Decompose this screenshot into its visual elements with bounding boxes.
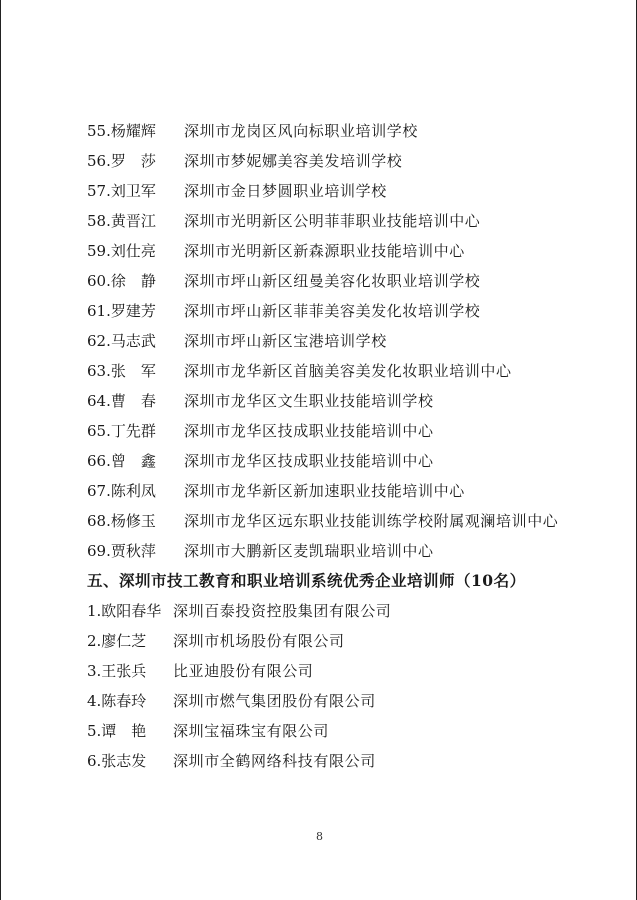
trainer-organization: 深圳市龙华区远东职业技能训练学校附属观澜培训中心 [184,512,559,530]
trainer-organization: 深圳市龙华区文生职业技能培训学校 [184,392,434,410]
list-item [87,386,607,416]
name-list [87,116,607,776]
trainer-company: 深圳市燃气集团股份有限公司 [173,692,376,710]
trainer-name: 67.陈利凤 [87,482,156,500]
trainer-name: 56.罗 莎 [87,152,156,170]
trainer-name: 66.曾 鑫 [87,452,156,470]
list-item [87,656,607,686]
section-heading: 五、深圳市技工教育和职业培训系统优秀企业培训师（10名） [87,571,526,590]
trainer-name: 64.曹 春 [87,392,156,410]
trainer-name: 69.贾秋萍 [87,542,156,560]
list-item [87,686,607,716]
trainer-name: 58.黄晋江 [87,212,156,230]
list-item [87,626,607,656]
list-item [87,146,607,176]
trainer-name: 65.丁先群 [87,422,156,440]
trainer-name: 60.徐 静 [87,272,156,290]
list-item [87,326,607,356]
trainer-organization: 深圳市坪山新区纽曼美容化妆职业培训学校 [184,272,481,290]
trainer-organization: 深圳市龙华新区新加速职业技能培训中心 [184,482,465,500]
trainer-company: 深圳宝福珠宝有限公司 [173,722,330,740]
list-item [87,176,607,206]
trainer-company: 深圳百泰投资控股集团有限公司 [173,602,392,620]
list-item [87,116,607,146]
trainer-company: 比亚迪股份有限公司 [173,662,314,680]
list-item [87,716,607,746]
trainer-name: 68.杨修玉 [87,512,156,530]
trainer-company: 深圳市机场股份有限公司 [173,632,345,650]
trainer-name: 1.欧阳春华 [87,602,162,620]
trainer-organization: 深圳市梦妮娜美容美发培训学校 [184,152,403,170]
list-item [87,476,607,506]
trainer-organization: 深圳市大鹏新区麦凯瑞职业培训中心 [184,542,434,560]
trainer-name: 57.刘卫军 [87,182,156,200]
trainer-organization: 深圳市光明新区公明菲菲职业技能培训中心 [184,212,481,230]
list-item [87,356,607,386]
list-item [87,296,607,326]
trainer-name: 4.陈春玲 [87,692,147,710]
trainer-organization: 深圳市坪山新区菲菲美容美发化妆培训学校 [184,302,481,320]
trainer-name: 55.杨耀辉 [87,122,156,140]
trainer-name: 6.张志发 [87,752,147,770]
trainer-organization: 深圳市龙华区技成职业技能培训中心 [184,422,434,440]
trainer-name: 2.廖仁芝 [87,632,147,650]
trainer-organization: 深圳市金日梦圆职业培训学校 [184,182,387,200]
trainer-organization: 深圳市龙华区技成职业技能培训中心 [184,452,434,470]
trainer-name: 63.张 军 [87,362,156,380]
trainer-name: 61.罗建芳 [87,302,156,320]
trainer-organization: 深圳市龙岗区风向标职业培训学校 [184,122,419,140]
list-item [87,536,607,566]
list-item [87,746,607,776]
list-item [87,266,607,296]
trainer-name: 59.刘仕亮 [87,242,156,260]
page-number: 8 [316,830,323,843]
trainer-organization: 深圳市龙华新区首脑美容美发化妆职业培训中心 [184,362,512,380]
trainer-organization: 深圳市光明新区新森源职业技能培训中心 [184,242,465,260]
list-item [87,596,607,626]
trainer-company: 深圳市全鹤网络科技有限公司 [173,752,376,770]
list-item [87,416,607,446]
list-item [87,236,607,266]
trainer-name: 5.谭 艳 [87,722,147,740]
trainer-name: 3.王张兵 [87,662,147,680]
list-item [87,206,607,236]
list-item [87,446,607,476]
trainer-name: 62.马志武 [87,332,156,350]
list-item [87,506,607,536]
trainer-organization: 深圳市坪山新区宝港培训学校 [184,332,387,350]
